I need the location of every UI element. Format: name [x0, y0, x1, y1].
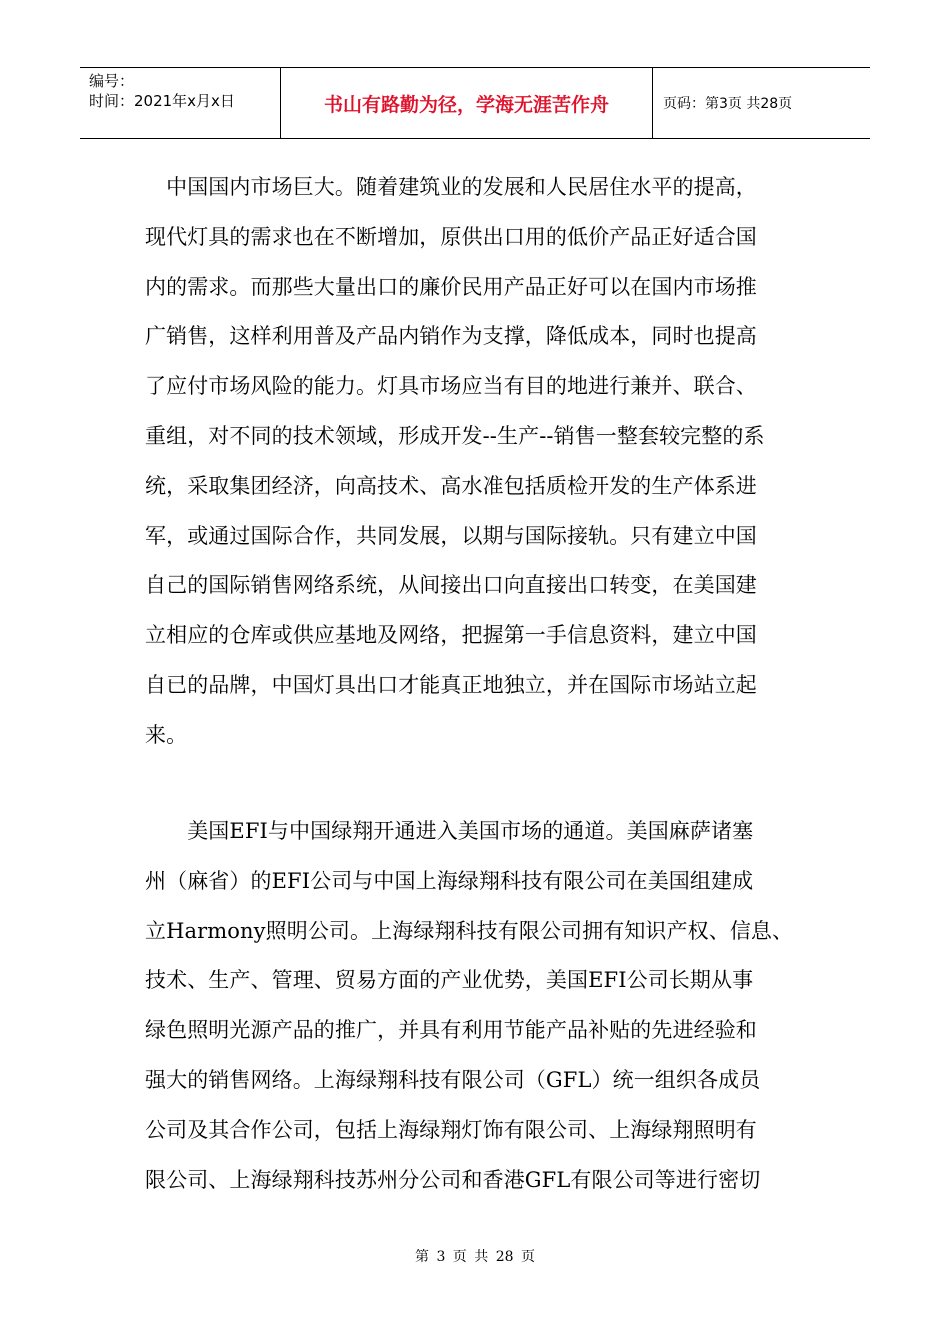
text-line: 中国国内市场巨大。随着建筑业的发展和人民居住水平的提高， — [145, 175, 757, 199]
header-motto: 书山有路勤为径，学海无涯苦作舟 — [281, 68, 653, 138]
serial-number-label: 编号： — [89, 72, 135, 90]
text-line: 来。 — [145, 722, 188, 747]
text-line: 广销售，这样利用普及产品内销作为支撑，降低成本，同时也提高 — [145, 324, 757, 349]
text-line: 统，采取集团经济，向高技术、高水准包括质检开发的生产体系进 — [145, 473, 757, 498]
text-line: 重组，对不同的技术领域，形成开发--生产--销售一整套较完整的系 — [145, 423, 765, 448]
text-line: 自已的品牌，中国灯具出口才能真正地独立，并在国际市场站立起 — [145, 672, 757, 697]
text-line: 自己的国际销售网络系统，从间接出口向直接出口转变，在美国建 — [145, 573, 757, 598]
text-line: 州（麻省）的EFI公司与中国上海绿翔科技有限公司在美国组建成 — [145, 868, 754, 893]
text-line: 立Harmony照明公司。上海绿翔科技有限公司拥有知识产权、信息、 — [145, 918, 794, 943]
date-label: 时间：2021年x月x日 — [89, 92, 235, 110]
text-line: 美国EFI与中国绿翔开通进入美国市场的通道。美国麻萨诸塞 — [145, 819, 754, 843]
text-line: 现代灯具的需求也在不断增加，原供出口用的低价产品正好适合国 — [145, 224, 757, 249]
paragraph-2 — [145, 807, 825, 1205]
header-meta-cell — [80, 68, 281, 138]
text-line: 内的需求。而那些大量出口的廉价民用产品正好可以在国内市场推 — [145, 274, 757, 299]
page-footer: 第 3 页 共 28 页 — [415, 1249, 535, 1265]
text-line: 了应付市场风险的能力。灯具市场应当有目的地进行兼并、联合、 — [145, 374, 757, 399]
text-line: 限公司、上海绿翔科技苏州分公司和香港GFL有限公司等进行密切 — [145, 1167, 761, 1192]
text-line: 军，或通过国际合作，共同发展，以期与国际接轨。只有建立中国 — [145, 523, 757, 548]
text-line: 技术、生产、管理、贸易方面的产业优势，美国EFI公司长期从事 — [145, 968, 754, 993]
document-header — [80, 67, 870, 139]
paragraph-1 — [145, 163, 825, 761]
text-line: 强大的销售网络。上海绿翔科技有限公司（GFL）统一组织各成员 — [145, 1067, 761, 1092]
text-line: 立相应的仓库或供应基地及网络，把握第一手信息资料，建立中国 — [145, 623, 757, 648]
header-page-info: 页码：第3页 共28页 — [663, 96, 793, 112]
text-line: 公司及其合作公司，包括上海绿翔灯饰有限公司、上海绿翔照明有 — [145, 1117, 757, 1142]
text-line: 绿色照明光源产品的推广，并具有利用节能产品补贴的先进经验和 — [145, 1018, 757, 1043]
